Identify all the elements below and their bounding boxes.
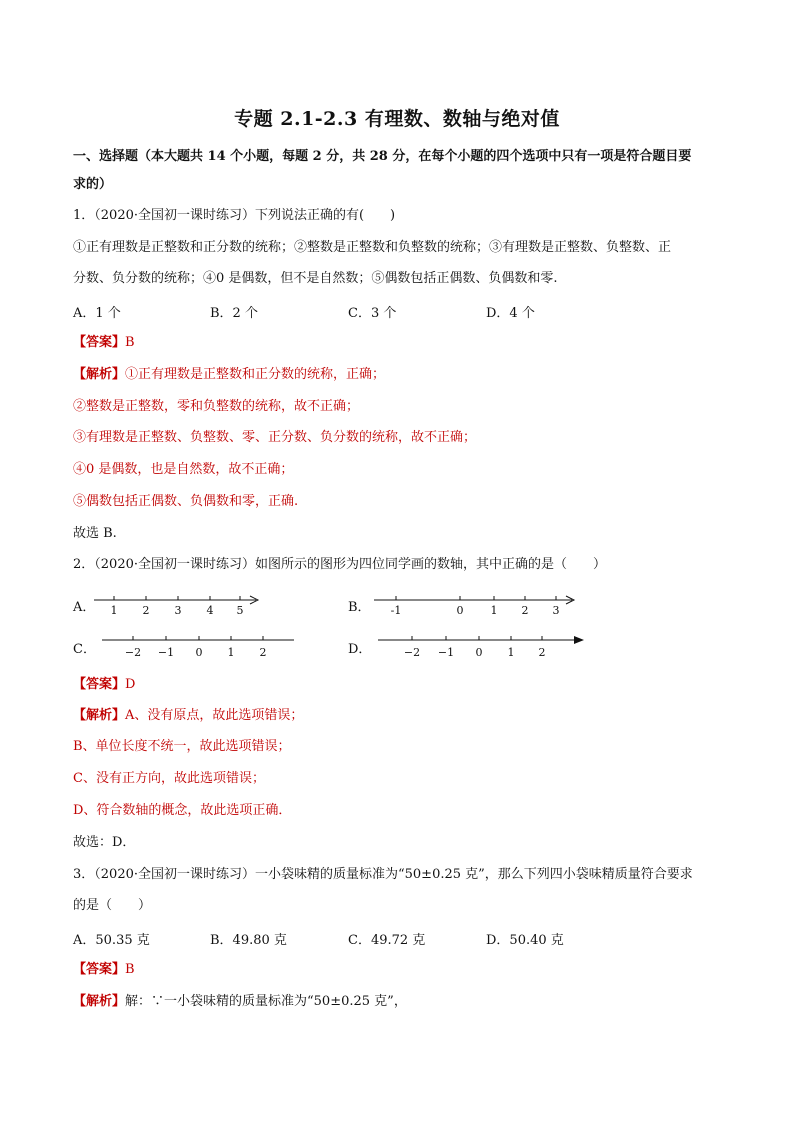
analysis-tag: 【解析】 (73, 367, 126, 382)
tick-label: −1 (157, 646, 175, 659)
q1-option-c: C．3 个 (348, 306, 397, 321)
q2-analysis-line (73, 707, 303, 725)
tick-label: 2 (142, 604, 150, 617)
q1-option-b: B．2 个 (210, 306, 258, 321)
analysis-text: 解：∵一小袋味精的质量标准为“50±0.25 克”， (125, 994, 407, 1009)
tick-label: −2 (403, 646, 421, 659)
axis-arrow (574, 636, 584, 644)
analysis-text: ②整数是正整数，零和负整数的统称，故不正确； (73, 399, 360, 414)
q1-body: ①正有理数是正整数和正分数的统称；②整数是正整数和负整数的统称；③有理数是正整数、负整数、正 (73, 240, 672, 255)
tick-label: 2 (259, 646, 267, 659)
tick-label: 2 (521, 604, 529, 617)
q1-option-a: A．1 个 (73, 306, 121, 321)
tick-label: −2 (124, 646, 142, 659)
number-line-d (376, 632, 586, 662)
q3-option-c: C．49.72 克 (348, 933, 426, 948)
analysis-text: ①正有理数是正整数和正分数的统称，正确； (125, 367, 386, 382)
q2-option-a: A． (73, 600, 96, 615)
tick-label: 3 (552, 604, 560, 617)
number-line-a (92, 590, 264, 620)
analysis-text: C、没有正方向，故此选项错误； (73, 771, 265, 786)
answer-tag: 【答案】 (73, 677, 126, 692)
q2-conclusion: 故选：D． (73, 835, 136, 850)
answer-tag: 【答案】 (73, 335, 126, 350)
section-heading: 一、选择题（本大题共 14 个小题，每题 2 分，共 28 分，在每个小题的四个选项中只有一项是符合题目要 (73, 149, 692, 164)
tick-label: 1 (507, 646, 515, 659)
q3-stem: 3．（2020·全国初一课时练习）一小袋味精的质量标准为“50±0.25 克”，那么下列四小袋味精质量符合要求 (73, 867, 693, 882)
page-title: 专题 2.1-2.3 有理数、数轴与绝对值 (234, 108, 560, 130)
q3-option-a: A．50.35 克 (73, 933, 150, 948)
answer-value: D (125, 677, 136, 692)
q3-answer-line (73, 961, 135, 979)
section-heading-cont: 求的） (73, 177, 113, 192)
tick-label: 3 (174, 604, 182, 617)
q3-analysis-line (73, 993, 407, 1011)
q1-option-d: D．4 个 (486, 306, 535, 321)
tick-label: 1 (227, 646, 235, 659)
analysis-text: D、符合数轴的概念，故此选项正确． (73, 803, 292, 818)
tick-label: 1 (490, 604, 498, 617)
tick-label: -1 (390, 604, 402, 617)
tick-label: −1 (437, 646, 455, 659)
tick-label: 0 (456, 604, 464, 617)
q1-body-cont: 分数、负分数的统称；④0 是偶数，但不是自然数；⑤偶数包括正偶数、负偶数和零. (73, 271, 558, 286)
q3-option-b: B．49.80 克 (210, 933, 287, 948)
analysis-text: A、没有原点，故此选项错误； (125, 708, 304, 723)
q2-option-c: C． (73, 642, 96, 657)
number-line-b (372, 590, 578, 620)
q3-option-d: D．50.40 克 (486, 933, 564, 948)
answer-value: B (125, 962, 135, 977)
q2-stem: 2．（2020·全国初一课时练习）如图所示的图形为四位同学画的数轴，其中正确的是（ ） (73, 557, 606, 572)
analysis-text: ④0 是偶数，也是自然数，故不正确； (73, 462, 294, 477)
tick-label: 5 (236, 604, 244, 617)
analysis-tag: 【解析】 (73, 994, 126, 1009)
q2-option-d: D． (348, 642, 372, 657)
q1-analysis-line (73, 366, 385, 384)
q1-conclusion: 故选 B. (73, 526, 117, 541)
number-line-c (100, 632, 296, 662)
tick-label: 1 (110, 604, 118, 617)
answer-tag: 【答案】 (73, 962, 126, 977)
tick-label: 2 (538, 646, 546, 659)
q2-option-b: B． (348, 600, 371, 615)
q1-stem: 1．（2020·全国初一课时练习）下列说法正确的有( ) (73, 208, 396, 223)
q2-answer-line (73, 676, 135, 694)
analysis-tag: 【解析】 (73, 708, 126, 723)
analysis-text: B、单位长度不统一，故此选项错误； (73, 739, 291, 754)
tick-label: 4 (206, 604, 214, 617)
answer-value: B (125, 335, 135, 350)
q3-stem-cont: 的是（ ） (73, 898, 152, 913)
analysis-text: ③有理数是正整数、负整数、零、正分数、负分数的统称，故不正确； (73, 430, 477, 445)
tick-label: 0 (195, 646, 203, 659)
tick-label: 0 (475, 646, 483, 659)
analysis-text: ⑤偶数包括正偶数、负偶数和零，正确. (73, 494, 299, 509)
q1-answer-line (73, 334, 135, 352)
